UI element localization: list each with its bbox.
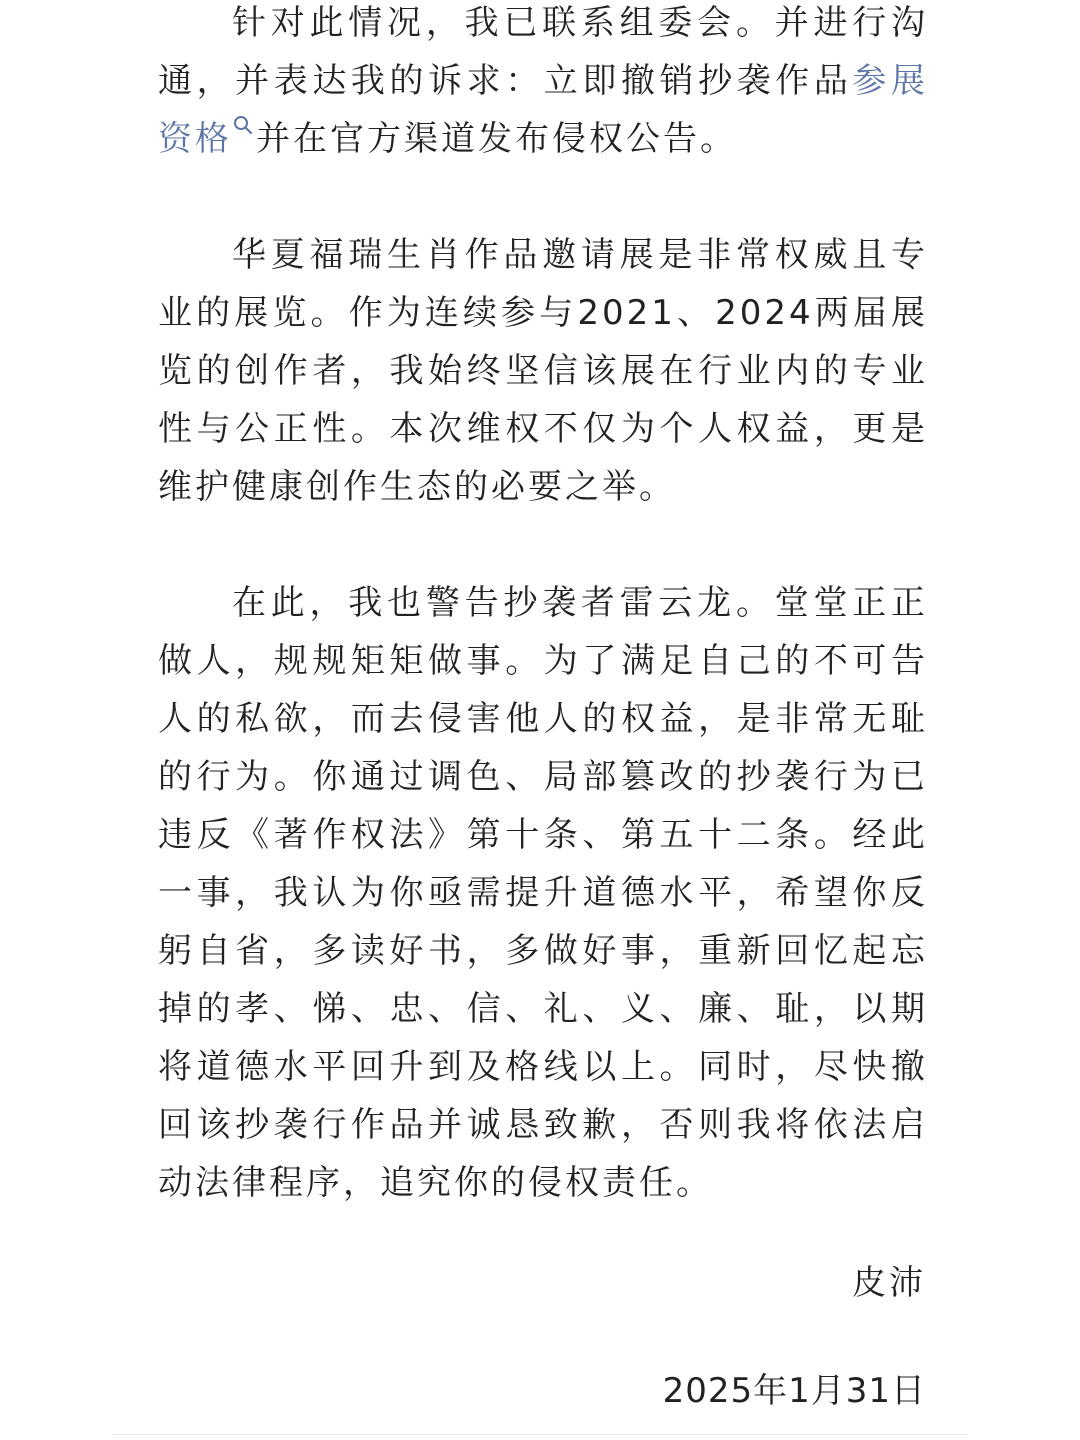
divider (112, 1434, 968, 1435)
search-icon (232, 114, 254, 136)
paragraph-1-text-b: 并在官方渠道发布侵权公告。 (256, 119, 737, 159)
paragraph-1-text-a: 针对此情况，我已联系组委会。并进行沟通，并表达我的诉求：立即撤销抄袭作品 (158, 3, 928, 101)
paragraph-3: 在此，我也警告抄袭者雷云龙。堂堂正正做人，规规矩矩做事。为了满足自己的不可告人的私欲，而去侵害他人的权益，是非常无耻的行为。你通过调色、局部篡改的抄袭行为已违反《著作权法》第十条、第五十二条。经此一事，我认为你亟需提升道德水平，希望你反躬自省，多读好书，多做好事，重新回忆起忘掉的孝、悌、忠、信、礼、义、廉、耻，以期将道德水平回升到及格线以上。同时，尽快撤回该抄袭行作品并诚恳致歉，否则我将依法启动法律程序，追究你的侵权责任。 (158, 583, 928, 1203)
paragraph-2: 华夏福瑞生肖作品邀请展是非常权威且专业的展览。作为连续参与2021、2024两届展览的创作者，我始终坚信该展在行业内的专业性与公正性。本次维权不仅为个人权益，更是维护健康创作生态的必要之举。 (158, 235, 928, 507)
paragraph-1 (158, 0, 928, 168)
signature: 皮沛 (852, 1263, 926, 1303)
article-body (158, 0, 928, 1212)
participation-qualification-link-label: 参展资格 (158, 61, 929, 159)
signature-date: 2025年1月31日 (662, 1371, 926, 1411)
